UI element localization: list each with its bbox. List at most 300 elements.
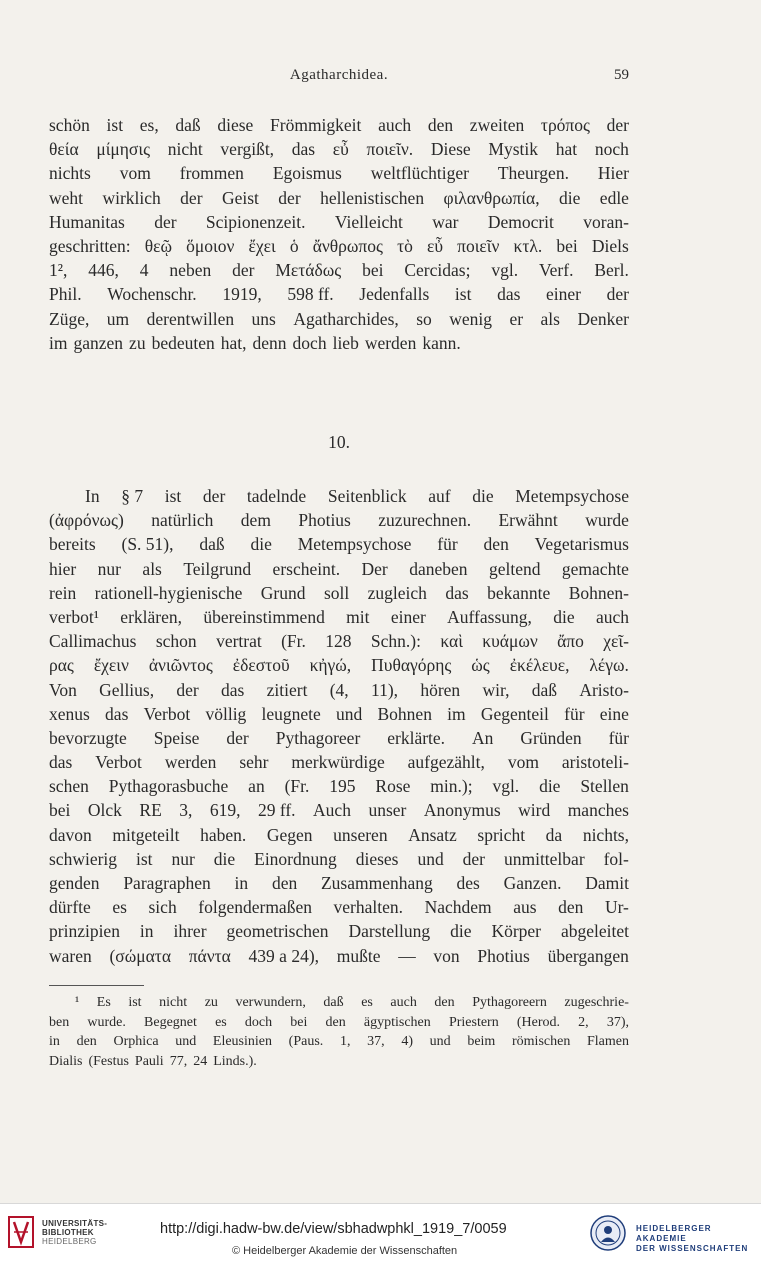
word: Metempsychose	[515, 486, 629, 506]
library-line-2: BIBLIOTHEK	[42, 1228, 94, 1237]
word: ist	[106, 115, 124, 135]
word: der	[202, 486, 226, 506]
word: Speise	[153, 727, 200, 748]
word: 195	[329, 776, 356, 797]
word: vom	[507, 752, 539, 773]
footer-bar	[0, 1203, 761, 1264]
word: Diels	[591, 235, 629, 256]
word: nichts	[49, 163, 91, 184]
word: geometrischen	[226, 921, 329, 942]
word: ὅμοιον	[186, 235, 235, 256]
word: um	[106, 308, 130, 329]
word: auch	[595, 606, 629, 627]
word: er	[509, 308, 524, 329]
word: für	[564, 703, 585, 724]
word: diese	[217, 115, 254, 135]
word: den	[271, 873, 298, 893]
word: An	[472, 727, 494, 748]
word: 128	[325, 631, 352, 652]
word: Egoismus	[272, 163, 342, 184]
word: an	[248, 776, 265, 797]
word: κἠγώ,	[309, 655, 352, 676]
word: (4,	[329, 679, 349, 700]
word: (Festus	[88, 1053, 129, 1069]
word: nur	[97, 558, 121, 579]
word: nicht	[167, 139, 203, 160]
word: im	[49, 332, 68, 353]
word: unser	[368, 800, 407, 821]
word: übereinstimmend	[203, 606, 325, 627]
word: Ur-	[604, 897, 629, 918]
word: waren	[49, 945, 92, 966]
word: beim	[467, 1034, 496, 1049]
word: wurde.	[87, 1014, 126, 1030]
word: geltend	[488, 558, 541, 579]
word: Callimachus	[49, 631, 137, 652]
academy-line-1: HEIDELBERGER AKADEMIE	[636, 1224, 712, 1243]
word: in	[234, 873, 249, 893]
word: zuzurechnen.	[378, 510, 472, 531]
word: das	[49, 752, 73, 773]
word: Züge,	[49, 308, 90, 329]
word: 2,	[578, 1014, 589, 1030]
word: Bohnen-	[568, 582, 629, 603]
academy-line-2: DER WISSENSCHAFTEN	[636, 1244, 749, 1253]
word: uns	[251, 308, 276, 329]
word: das	[445, 582, 469, 603]
word: der	[180, 187, 203, 208]
word: Mystik	[488, 139, 539, 160]
word: Anonymus	[423, 800, 501, 821]
word: bei	[49, 800, 71, 821]
word: Gegen	[266, 824, 313, 845]
text-line	[49, 605, 629, 629]
word: Πυθαγόρης	[371, 655, 452, 676]
word: ist	[454, 284, 472, 305]
word: Geist	[221, 187, 259, 208]
footnote-rule	[49, 985, 144, 986]
text-line	[49, 774, 629, 798]
word: als	[142, 558, 162, 579]
word: wirklich	[102, 187, 161, 208]
word: 1²,	[49, 260, 68, 281]
word: bedeuten	[151, 332, 215, 353]
word: ganzen	[73, 332, 124, 353]
word: und	[175, 1034, 197, 1049]
word: (ἀφρόνως)	[49, 510, 124, 531]
word: noch	[594, 139, 629, 160]
running-head	[49, 67, 629, 91]
university-library-logo-icon[interactable]	[8, 1216, 34, 1248]
word: in	[49, 1034, 60, 1049]
word: aus	[513, 897, 537, 918]
word: τὸ	[397, 235, 413, 256]
word: Körper	[491, 921, 541, 942]
word: voran-	[583, 211, 629, 232]
word: Metempsychose	[297, 534, 412, 555]
word: Nachdem	[424, 897, 492, 918]
word: ist	[136, 848, 153, 869]
word: schwierig	[49, 848, 118, 869]
word: min.);	[430, 776, 473, 797]
text-line	[49, 678, 629, 702]
word: 4	[139, 260, 149, 281]
word: völlig	[205, 703, 247, 724]
word: edle	[599, 187, 629, 208]
word: Scipionenzeit.	[205, 211, 306, 232]
word: der	[606, 284, 629, 305]
word: verwundern,	[235, 995, 306, 1010]
word: mußte	[336, 945, 381, 966]
word: soll	[323, 582, 350, 603]
word: Priestern	[448, 1014, 499, 1030]
word: die	[250, 534, 272, 555]
word: den	[76, 1034, 97, 1049]
word: bekannte	[487, 582, 551, 603]
text-line	[49, 210, 629, 234]
word: daneben	[409, 558, 468, 579]
word: davon	[49, 824, 92, 845]
word: Ganzen.	[503, 873, 562, 893]
word: ἐδεστοῦ	[232, 655, 290, 676]
word: aufgezählt,	[407, 752, 485, 773]
word: es,	[139, 115, 159, 135]
word: λέγω.	[589, 655, 629, 676]
word: Diese	[430, 139, 471, 160]
word: merkwürdige	[291, 752, 385, 773]
word: weltflüchtiger	[370, 163, 469, 184]
word: ihrer	[173, 921, 207, 942]
word: Ansatz	[408, 824, 457, 845]
word: ist	[128, 995, 142, 1010]
word: folgendermaßen	[198, 897, 312, 918]
word: daß	[531, 679, 558, 700]
word: auch	[390, 995, 417, 1010]
word: Stellen	[580, 776, 629, 797]
word: Damit	[585, 873, 629, 893]
word: Es	[96, 995, 111, 1010]
word: Gründen	[520, 727, 582, 748]
text-line	[49, 137, 629, 161]
word: Flamen	[587, 1034, 629, 1049]
word: sich	[148, 897, 177, 918]
word: die	[472, 486, 494, 506]
word: Bohnen	[377, 703, 432, 724]
word: des	[456, 873, 480, 893]
word: bei	[362, 260, 384, 281]
word: natürlich	[151, 510, 214, 531]
word: zitiert	[266, 679, 308, 700]
word: einer	[546, 284, 581, 305]
word: κτλ.	[513, 235, 543, 256]
text-line	[49, 895, 629, 919]
paragraph-1	[49, 113, 629, 355]
word: 439 a 24),	[248, 945, 320, 966]
word: hören	[420, 679, 461, 700]
word: das	[497, 284, 521, 305]
text-line	[49, 508, 629, 532]
word: Berl.	[594, 260, 629, 281]
word: unseren	[333, 824, 388, 845]
library-line-3: HEIDELBERG	[42, 1237, 97, 1246]
word: es	[215, 1014, 227, 1030]
word: nur	[171, 848, 195, 869]
word: ägyptischen	[363, 1014, 431, 1030]
word: vergißt,	[220, 139, 275, 160]
word: bereits	[49, 534, 96, 555]
word: Cercidas;	[404, 260, 471, 281]
word: 446,	[88, 260, 119, 281]
word: spricht	[477, 824, 526, 845]
word: Vielleicht	[334, 211, 403, 232]
word: ἐκέλευε,	[509, 655, 570, 676]
word: Wochenschr.	[107, 284, 197, 305]
word: Denker	[577, 308, 629, 329]
word: Μετάδως	[275, 260, 342, 281]
text-line	[49, 944, 629, 968]
word: 77,	[169, 1053, 188, 1069]
word: dem	[240, 510, 271, 531]
text-line	[49, 234, 629, 258]
word: der	[176, 679, 199, 700]
word: 3,	[179, 800, 193, 821]
word: neben	[169, 260, 212, 281]
word: die	[450, 921, 472, 942]
text-line	[49, 1032, 629, 1052]
word: bevorzugte	[49, 727, 127, 748]
word: vgl.	[491, 260, 519, 281]
word: Begegnet	[144, 1014, 197, 1030]
word: Vegetarismus	[534, 534, 629, 555]
word: 24	[193, 1053, 208, 1069]
page-number: 59	[614, 67, 629, 83]
paragraph-2	[49, 484, 629, 968]
word: 598 ff.	[287, 284, 334, 305]
word: es	[112, 897, 127, 918]
word: Gellius,	[99, 679, 155, 700]
word: erklärte.	[387, 727, 446, 748]
text-line	[49, 750, 629, 774]
word: auch	[378, 115, 412, 135]
word: geschritten:	[49, 235, 131, 256]
word: verhalten.	[333, 897, 404, 918]
word: hat	[555, 139, 578, 160]
word: Pythagoreern	[472, 995, 547, 1010]
word: in	[139, 921, 154, 942]
word: das	[221, 679, 245, 700]
word: Schn.):	[370, 631, 421, 652]
word: § 7	[121, 486, 144, 506]
word: römischen	[512, 1034, 571, 1049]
text-line	[49, 653, 629, 677]
word: Rose	[375, 776, 411, 797]
word: ¹	[75, 995, 80, 1010]
word: (σώματα	[109, 945, 172, 966]
word: denn	[252, 332, 287, 353]
word: —	[398, 945, 416, 966]
word: Erwähnt	[498, 510, 558, 531]
word: im	[447, 703, 466, 724]
word: und	[417, 848, 444, 869]
word: Photius	[477, 945, 530, 966]
word: daß	[199, 534, 225, 555]
word: schen	[49, 776, 89, 797]
word: Democrit	[487, 211, 554, 232]
text-line	[49, 702, 629, 726]
word: da	[545, 824, 563, 845]
word: Frömmigkeit	[270, 115, 362, 135]
text-line	[49, 871, 629, 895]
word: dürfte	[49, 897, 91, 918]
word: mitgeteilt	[112, 824, 180, 845]
word: der	[154, 211, 177, 232]
word: Teilgrund	[183, 558, 252, 579]
word: θεῷ	[144, 235, 173, 256]
word: den	[427, 115, 454, 135]
word: und	[336, 703, 363, 724]
text-line	[49, 161, 629, 185]
word: so	[416, 308, 432, 329]
library-line-1: UNIVERSITÄTS-	[42, 1219, 108, 1228]
word: auf	[428, 486, 451, 506]
word: erklären,	[120, 606, 182, 627]
word: von	[433, 945, 460, 966]
word: (Fr.	[281, 631, 306, 652]
text-line	[49, 557, 629, 581]
word: der	[232, 260, 255, 281]
word: derentwillen	[146, 308, 235, 329]
permalink-url[interactable]: http://digi.hadw-bw.de/view/sbhadwphkl_1919_7/0059	[160, 1221, 507, 1237]
word: wird	[518, 800, 551, 821]
word: ὁ	[289, 235, 299, 256]
text-line	[49, 484, 629, 508]
word: rationell-hygienische	[94, 582, 243, 603]
word: lieb	[332, 332, 359, 353]
word: (Herod.	[516, 1014, 561, 1030]
word: doch	[244, 1014, 273, 1030]
word: aristoteli-	[561, 752, 629, 773]
word: den	[483, 534, 509, 555]
word: ἄνθρωπος	[312, 235, 383, 256]
word: für	[437, 534, 458, 555]
word: Verbot	[143, 703, 191, 724]
word: 1,	[339, 1034, 351, 1049]
word: die	[539, 776, 561, 797]
word: Der	[361, 558, 388, 579]
word: als	[540, 308, 560, 329]
word: war	[432, 211, 459, 232]
word: Phil.	[49, 284, 82, 305]
word: mit	[346, 606, 370, 627]
word: Von	[49, 679, 77, 700]
word: zugeschrie-	[564, 995, 629, 1010]
word: erscheint.	[272, 558, 341, 579]
word: ἔχειν	[93, 655, 129, 676]
word: sehr	[239, 752, 269, 773]
word: Agatharchides,	[293, 308, 399, 329]
word: prinzipien	[49, 921, 120, 942]
text-line	[49, 1013, 629, 1033]
word: wurde	[585, 510, 629, 531]
word: (Fr.	[284, 776, 310, 797]
footnote	[49, 993, 629, 1071]
copyright-notice: © Heidelberger Akademie der Wissenschaften	[232, 1245, 458, 1257]
word: μίμησις	[96, 139, 151, 160]
word: den	[325, 1014, 346, 1030]
word: χεῖ-	[603, 631, 629, 652]
word: xenus	[49, 703, 90, 724]
word: τρόπος	[540, 115, 590, 135]
word: tadelnde	[246, 486, 307, 506]
word: Orphica	[113, 1034, 159, 1049]
word: zu	[204, 995, 218, 1010]
word: nicht	[159, 995, 188, 1010]
word: der	[462, 848, 486, 869]
word: Darstellung	[348, 921, 431, 942]
word: Dialis	[49, 1053, 83, 1069]
word: zugleich	[367, 582, 427, 603]
word: rein	[49, 582, 77, 603]
word: 29 ff.	[257, 800, 296, 821]
word: gemachte	[561, 558, 629, 579]
word: fol-	[603, 848, 629, 869]
academy-label[interactable]	[636, 1224, 761, 1254]
text-line	[49, 258, 629, 282]
word: abgeleitet	[560, 921, 629, 942]
word: φιλανθρωπία,	[443, 187, 540, 208]
word: leugnete	[261, 703, 321, 724]
word: hier	[49, 558, 77, 579]
university-library-label[interactable]	[42, 1219, 107, 1246]
word: Zusammenhang	[320, 873, 433, 893]
word: ποιεῖν	[457, 235, 500, 256]
word: κυάμων	[482, 631, 538, 652]
word: unmittelbar	[503, 848, 585, 869]
word: vgl.	[492, 776, 520, 797]
word: vertrat	[216, 631, 262, 652]
word: das	[105, 703, 129, 724]
word: Jedenfalls	[359, 284, 430, 305]
word: bei	[290, 1014, 308, 1030]
word: RE	[139, 800, 162, 821]
word: Verbot	[95, 752, 142, 773]
word: übergangen	[547, 945, 629, 966]
word: genden	[49, 873, 100, 893]
text-line	[49, 726, 629, 750]
word: die	[553, 606, 575, 627]
text-line	[49, 331, 629, 355]
word: frommen	[179, 163, 244, 184]
text-line	[49, 186, 629, 210]
academy-seal-icon[interactable]	[590, 1215, 626, 1251]
word: Eleusinien	[212, 1034, 272, 1049]
word: werden	[164, 752, 217, 773]
word: καὶ	[440, 631, 463, 652]
word: manches	[567, 800, 629, 821]
word: verbot¹	[49, 606, 99, 627]
word: Hier	[597, 163, 629, 184]
word: εὖ	[332, 139, 349, 160]
word: hat,	[220, 332, 247, 353]
word: doch	[292, 332, 327, 353]
word: den	[558, 897, 584, 918]
text-line	[49, 993, 629, 1013]
word: vom	[119, 163, 151, 184]
text-line	[49, 629, 629, 653]
word: Olck	[87, 800, 122, 821]
word: ποιεῖν.	[366, 139, 414, 160]
word: Pythagoreer	[275, 727, 361, 748]
